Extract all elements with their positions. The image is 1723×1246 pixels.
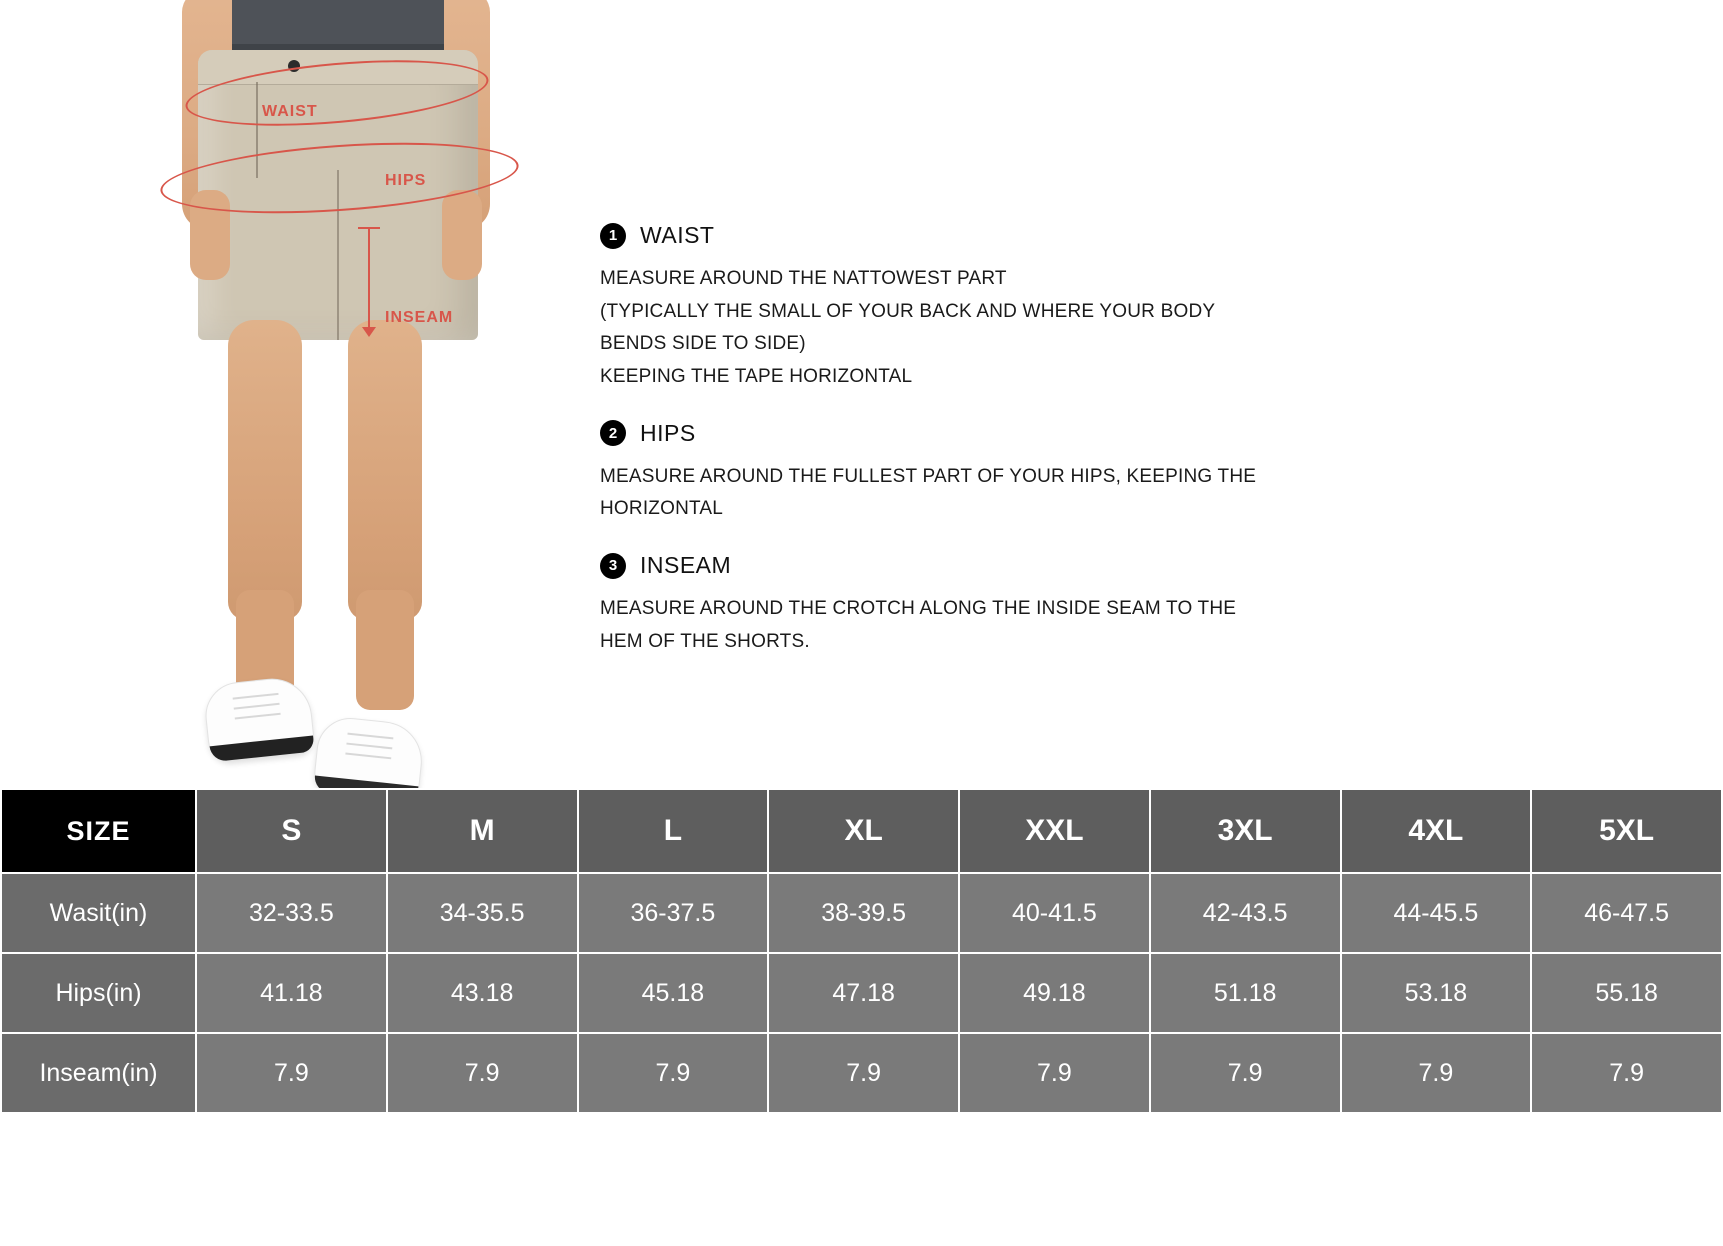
cell-inseam-xl: 7.9 bbox=[768, 1033, 959, 1113]
cell-hips-3xl: 51.18 bbox=[1150, 953, 1341, 1033]
column-header-m: M bbox=[387, 789, 578, 873]
table-row bbox=[1, 1033, 1722, 1113]
shoe-lace bbox=[233, 693, 279, 700]
step-number-badge: 2 bbox=[600, 420, 626, 446]
instruction-line: HORIZONTAL bbox=[600, 498, 724, 520]
instruction-line: HEM OF THE SHORTS. bbox=[600, 630, 810, 652]
instruction-title: HIPS bbox=[640, 419, 696, 446]
row-header-hips: Hips(in) bbox=[1, 953, 196, 1033]
column-header-4xl: 4XL bbox=[1341, 789, 1532, 873]
model-left-thigh bbox=[228, 320, 302, 620]
instruction-heading bbox=[600, 552, 1690, 579]
cell-waist-5xl: 46-47.5 bbox=[1531, 873, 1722, 953]
cell-waist-l: 36-37.5 bbox=[578, 873, 769, 953]
cell-hips-4xl: 53.18 bbox=[1341, 953, 1532, 1033]
instruction-block-inseam bbox=[600, 552, 1690, 658]
cell-waist-s: 32-33.5 bbox=[196, 873, 387, 953]
instruction-line: MEASURE AROUND THE NATTOWEST PART bbox=[600, 268, 1007, 289]
shoe-sole bbox=[210, 735, 315, 762]
waist-measure-label: WAIST bbox=[262, 103, 318, 120]
instruction-block-waist bbox=[600, 222, 1690, 394]
inseam-measure-arrow-icon bbox=[362, 327, 376, 337]
cell-inseam-4xl: 7.9 bbox=[1341, 1033, 1532, 1113]
column-header-5xl: 5XL bbox=[1531, 789, 1722, 873]
cell-inseam-5xl: 7.9 bbox=[1531, 1033, 1722, 1113]
product-measurement-illustration bbox=[0, 0, 580, 880]
instruction-line: (TYPICALLY THE SMALL OF YOUR BACK AND WHERE YOUR BODY bbox=[600, 300, 1216, 322]
instruction-title: INSEAM bbox=[640, 552, 732, 579]
cell-inseam-m: 7.9 bbox=[387, 1033, 578, 1113]
cell-hips-5xl: 55.18 bbox=[1531, 953, 1722, 1033]
instruction-line: BENDS SIDE TO SIDE) bbox=[600, 333, 806, 355]
cell-waist-4xl: 44-45.5 bbox=[1341, 873, 1532, 953]
hips-measure-label: HIPS bbox=[385, 172, 427, 189]
cell-hips-m: 43.18 bbox=[387, 953, 578, 1033]
cell-waist-xxl: 40-41.5 bbox=[959, 873, 1150, 953]
step-number-badge: 1 bbox=[600, 223, 626, 249]
model-right-shin bbox=[356, 590, 414, 710]
size-header-cell: SIZE bbox=[1, 789, 196, 873]
cell-waist-m: 34-35.5 bbox=[387, 873, 578, 953]
table-row bbox=[1, 873, 1722, 953]
column-header-xxl: XXL bbox=[959, 789, 1150, 873]
table-row bbox=[1, 953, 1722, 1033]
inseam-measure-line bbox=[368, 227, 370, 327]
cell-inseam-xxl: 7.9 bbox=[959, 1033, 1150, 1113]
instruction-line: MEASURE AROUND THE CROTCH ALONG THE INSIDE SEAM TO THE bbox=[600, 598, 1237, 620]
inseam-measure-label: INSEAM bbox=[385, 309, 454, 326]
cell-waist-3xl: 42-43.5 bbox=[1150, 873, 1341, 953]
step-number-badge: 3 bbox=[600, 553, 626, 579]
cell-hips-xl: 47.18 bbox=[768, 953, 959, 1033]
instruction-heading bbox=[600, 420, 1690, 447]
model-left-shoe bbox=[202, 675, 316, 764]
model-right-thigh bbox=[348, 320, 422, 620]
size-chart-table bbox=[0, 788, 1723, 1114]
cell-hips-s: 41.18 bbox=[196, 953, 387, 1033]
instruction-line: MEASURE AROUND THE FULLEST PART OF YOUR HIPS, KEEPING THE bbox=[600, 465, 1257, 487]
cell-inseam-l: 7.9 bbox=[578, 1033, 769, 1113]
column-header-xl: XL bbox=[768, 789, 959, 873]
measurement-instructions bbox=[600, 222, 1690, 684]
table-header-row bbox=[1, 789, 1722, 873]
shoe-lace bbox=[347, 733, 393, 740]
instruction-heading bbox=[600, 222, 1690, 249]
cell-waist-xl: 38-39.5 bbox=[768, 873, 959, 953]
column-header-3xl: 3XL bbox=[1150, 789, 1341, 873]
instruction-title: WAIST bbox=[640, 222, 715, 248]
column-header-l: L bbox=[578, 789, 769, 873]
instruction-line: KEEPING THE TAPE HORIZONTAL bbox=[600, 366, 913, 388]
cell-hips-l: 45.18 bbox=[578, 953, 769, 1033]
model-right-forearm bbox=[442, 190, 482, 280]
cell-hips-xxl: 49.18 bbox=[959, 953, 1150, 1033]
cell-inseam-3xl: 7.9 bbox=[1150, 1033, 1341, 1113]
row-header-inseam: Inseam(in) bbox=[1, 1033, 196, 1113]
instruction-block-hips bbox=[600, 420, 1690, 526]
cell-inseam-s: 7.9 bbox=[196, 1033, 387, 1113]
column-header-s: S bbox=[196, 789, 387, 873]
row-header-waist: Wasit(in) bbox=[1, 873, 196, 953]
